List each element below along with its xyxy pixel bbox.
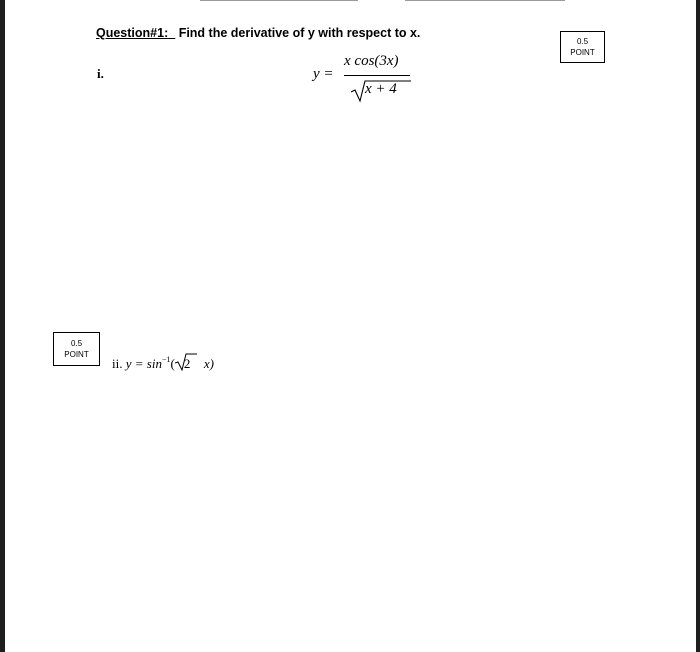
inline-square-root [175, 356, 204, 372]
equation-i-lhs [313, 66, 334, 83]
equation-i-lhs-text: y = [313, 66, 334, 82]
part-ii-label: ii. [112, 356, 123, 371]
square-root-icon [175, 353, 205, 371]
point-unit: POINT [64, 350, 89, 359]
part-ii-lhs: y = sin [125, 356, 162, 371]
left-page-border [0, 0, 5, 652]
point-box-part-i [560, 31, 605, 63]
point-box-part-ii [53, 332, 100, 366]
denominator-text: x + 4 [365, 81, 397, 97]
fraction-bar [344, 75, 410, 76]
var-close: x) [203, 356, 214, 371]
right-page-border [696, 0, 700, 652]
part-ii-equation [112, 356, 214, 372]
point-value: 0.5 [70, 339, 83, 348]
point-unit: POINT [570, 48, 595, 57]
open-paren: ( [170, 356, 175, 371]
radicand: 2 [183, 356, 191, 371]
part-i-label: i. [97, 66, 104, 81]
inverse-exponent: −1 [161, 355, 171, 364]
top-rule-left [200, 0, 358, 1]
question-underscore: _ [168, 26, 176, 40]
question-separator: : [164, 26, 169, 40]
question-label: Question#1 [96, 26, 165, 40]
question-heading [96, 26, 420, 40]
point-value: 0.5 [576, 37, 589, 46]
top-rule-right [405, 0, 565, 1]
numerator-text: x cos(3x) [344, 53, 399, 69]
equation-i-denominator [365, 81, 397, 98]
equation-i-numerator [344, 53, 399, 70]
question-prompt: Find the derivative of y with respect to x. [178, 26, 421, 40]
